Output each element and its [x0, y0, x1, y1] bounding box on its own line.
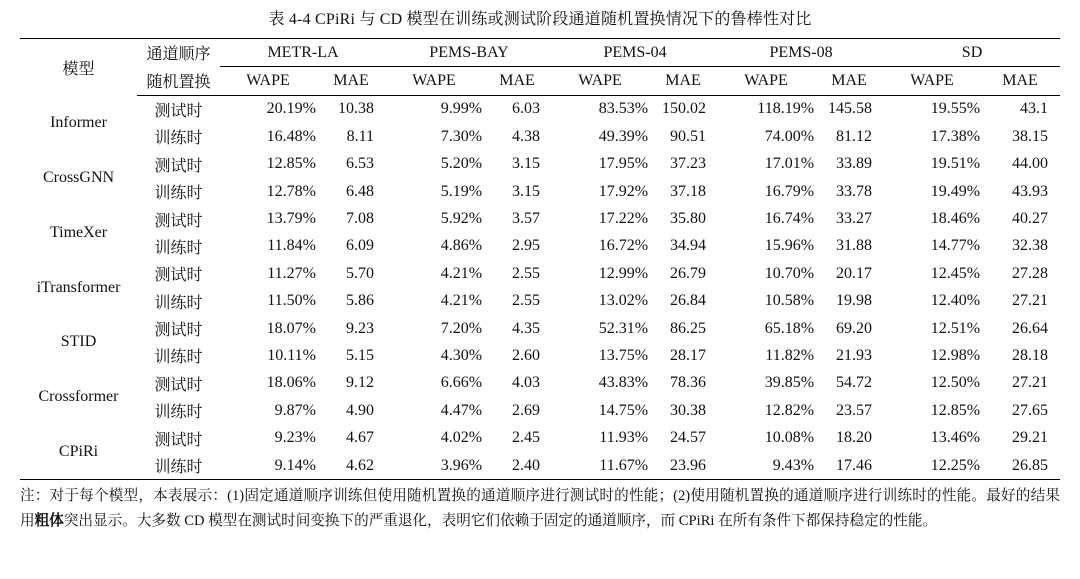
mae-value-cell: 44.00 [1012, 155, 1049, 173]
wape-value-cell: 13.46% [930, 429, 981, 447]
mae-value-cell: 34.94 [670, 237, 707, 255]
phase-cell: 训练时 [137, 452, 220, 480]
wape-value-cell: 12.50% [930, 374, 981, 392]
mae-value-cell: 90.51 [670, 127, 707, 145]
wape-value-cell: 12.98% [930, 346, 981, 364]
wape-value-cell: 12.85% [930, 401, 981, 419]
table-row [20, 424, 1060, 451]
mae-value-cell: 43.1 [1020, 100, 1049, 118]
table-row [20, 260, 1060, 287]
table-row [20, 342, 1060, 369]
wape-value-cell: 12.99% [598, 264, 649, 282]
header-row-datasets [20, 39, 1060, 67]
mae-value-cell: 21.93 [836, 346, 873, 364]
mae-value-cell: 40.27 [1012, 210, 1049, 228]
wape-value-cell: 9.14% [220, 452, 316, 480]
mae-value-cell: 27.21 [1012, 374, 1049, 392]
mae-value-cell: 6.03 [512, 100, 541, 118]
wape-value-cell: 11.67% [552, 452, 648, 480]
mae-value-cell: 5.15 [346, 346, 375, 364]
mae-value-cell: 32.38 [1012, 237, 1049, 255]
wape-value-cell: 12.25% [884, 452, 980, 480]
metric-header-mae: MAE [648, 67, 718, 95]
wape-value-cell: 43.83% [598, 374, 649, 392]
mae-value-cell: 23.57 [836, 401, 873, 419]
wape-value-cell: 4.02% [440, 429, 483, 447]
wape-value-cell: 15.96% [764, 237, 815, 255]
table-row [20, 178, 1060, 205]
mae-value-cell: 33.89 [836, 155, 873, 173]
phase-cell: 测试时 [154, 267, 203, 285]
wape-value-cell: 83.53% [598, 100, 649, 118]
metric-header-wape: WAPE [552, 67, 648, 95]
mae-value-cell: 4.38 [512, 127, 541, 145]
wape-value-cell: 5.19% [440, 182, 483, 200]
note-text-part2: 突出显示。大多数 CD 模型在测试时间变换下的严重退化，表明它们依赖于固定的通道顺序，而 CPiRi 在所有条件下都保持稳定的性能。 [63, 513, 938, 529]
table-row [20, 95, 1060, 123]
wape-value-cell: 17.95% [598, 155, 649, 173]
dataset-header-pems-08: PEMS-08 [718, 39, 884, 67]
wape-value-cell: 12.51% [930, 319, 981, 337]
mae-value-cell: 8.11 [346, 127, 375, 145]
wape-value-cell: 18.06% [266, 374, 316, 392]
wape-value-cell: 12.45% [930, 264, 981, 282]
mae-value-cell: 7.08 [346, 210, 375, 228]
table-row [20, 233, 1060, 260]
model-name-cell: CPiRi [20, 424, 137, 479]
metric-header-wape: WAPE [220, 67, 316, 95]
wape-value-cell: 16.74% [764, 210, 815, 228]
mae-value-cell: 35.80 [670, 210, 707, 228]
mae-value-cell: 9.23 [346, 319, 375, 337]
table-body [20, 95, 1060, 479]
phase-cell: 训练时 [154, 404, 203, 422]
wape-value-cell: 18.07% [266, 319, 316, 337]
table-header [20, 39, 1060, 96]
mae-value-cell: 26.85 [980, 452, 1060, 480]
wape-value-cell: 9.99% [440, 100, 483, 118]
mae-value-cell: 69.20 [836, 319, 873, 337]
wape-value-cell: 10.08% [764, 429, 815, 447]
wape-value-cell: 4.21% [440, 264, 483, 282]
mae-value-cell: 38.15 [1012, 127, 1049, 145]
table-row [20, 151, 1060, 178]
wape-value-cell: 12.40% [930, 292, 981, 310]
wape-value-cell: 12.82% [764, 401, 815, 419]
wape-value-cell: 14.77% [930, 237, 981, 255]
table-row [20, 370, 1060, 397]
wape-value-cell: 9.43% [718, 452, 814, 480]
wape-value-cell: 39.85% [764, 374, 815, 392]
wape-value-cell: 7.30% [440, 127, 483, 145]
mae-value-cell: 43.93 [1012, 182, 1049, 200]
mae-value-cell: 37.18 [670, 182, 707, 200]
wape-value-cell: 11.27% [267, 264, 316, 282]
mae-value-cell: 3.15 [512, 155, 541, 173]
mae-value-cell: 33.78 [836, 182, 873, 200]
model-name-cell: iTransformer [36, 278, 121, 296]
wape-value-cell: 3.96% [386, 452, 482, 480]
wape-value-cell: 16.79% [764, 182, 815, 200]
mae-value-cell: 2.69 [512, 401, 541, 419]
wape-value-cell: 20.19% [266, 100, 316, 118]
mae-value-cell: 33.27 [836, 210, 873, 228]
mae-value-cell: 26.79 [670, 264, 707, 282]
wape-value-cell: 11.82% [765, 346, 815, 364]
mae-value-cell: 2.55 [512, 264, 541, 282]
metric-header-wape: WAPE [884, 67, 980, 95]
metric-header-wape: WAPE [718, 67, 814, 95]
mae-value-cell: 10.38 [338, 100, 375, 118]
mae-value-cell: 3.15 [512, 182, 541, 200]
phase-cell: 测试时 [154, 322, 203, 340]
phase-cell: 训练时 [154, 349, 203, 367]
wape-value-cell: 4.86% [440, 237, 483, 255]
table-row [20, 397, 1060, 424]
wape-value-cell: 118.19% [757, 100, 815, 118]
dataset-header-sd: SD [884, 39, 1060, 67]
wape-value-cell: 10.11% [267, 346, 316, 364]
wape-value-cell: 9.87% [274, 401, 316, 419]
mae-value-cell: 2.45 [512, 429, 541, 447]
table-row [20, 288, 1060, 315]
mae-value-cell: 6.53 [346, 155, 375, 173]
mae-value-cell: 4.35 [512, 319, 541, 337]
wape-value-cell: 74.00% [764, 127, 815, 145]
note-bold-word: 粗体 [34, 513, 64, 529]
mae-value-cell: 2.60 [512, 346, 541, 364]
mae-value-cell: 24.57 [670, 429, 707, 447]
mae-value-cell: 54.72 [836, 374, 873, 392]
wape-value-cell: 65.18% [764, 319, 815, 337]
dataset-header-metr-la: METR-LA [220, 39, 386, 67]
mae-value-cell: 5.86 [346, 292, 375, 310]
order-header-line1: 通道顺序 [137, 39, 220, 67]
wape-value-cell: 10.58% [764, 292, 815, 310]
mae-value-cell: 5.70 [346, 264, 375, 282]
mae-value-cell: 27.21 [1012, 292, 1049, 310]
mae-value-cell: 81.12 [836, 127, 873, 145]
wape-value-cell: 4.21% [440, 292, 483, 310]
robustness-table [20, 38, 1060, 480]
phase-cell: 训练时 [154, 185, 203, 203]
table-row [20, 205, 1060, 232]
wape-value-cell: 13.02% [598, 292, 649, 310]
mae-value-cell: 2.40 [482, 452, 552, 480]
metric-header-mae: MAE [980, 67, 1060, 95]
wape-value-cell: 4.47% [440, 401, 483, 419]
wape-value-cell: 17.92% [598, 182, 649, 200]
model-name-cell: Informer [50, 113, 107, 131]
table-row [20, 315, 1060, 342]
wape-value-cell: 12.85% [266, 155, 316, 173]
model-name-cell: TimeXer [49, 223, 108, 241]
model-name-cell: STID [60, 333, 97, 351]
wape-value-cell: 9.23% [274, 429, 316, 447]
wape-value-cell: 18.46% [930, 210, 981, 228]
mae-value-cell: 4.03 [512, 374, 541, 392]
mae-value-cell: 19.98 [836, 292, 873, 310]
wape-value-cell: 16.48% [266, 127, 316, 145]
mae-value-cell: 29.21 [1012, 429, 1049, 447]
wape-value-cell: 12.78% [266, 182, 316, 200]
order-header-line2: 随机置换 [137, 67, 220, 95]
phase-cell: 训练时 [154, 239, 203, 257]
note-text-part1: 注：对于每个模型，本表展示：(1)固定通道顺序训练但使用随机置换的通道顺序进行测试时的性能；(2)使用随机置换的通道顺序进行训练时的性能。最好的结果用 [20, 488, 1060, 529]
mae-value-cell: 78.36 [670, 374, 707, 392]
wape-value-cell: 14.75% [598, 401, 649, 419]
mae-value-cell: 28.18 [1012, 346, 1049, 364]
wape-value-cell: 5.20% [440, 155, 483, 173]
wape-value-cell: 6.66% [440, 374, 483, 392]
wape-value-cell: 19.51% [930, 155, 981, 173]
wape-value-cell: 11.84% [267, 237, 316, 255]
wape-value-cell: 17.22% [598, 210, 649, 228]
phase-cell: 训练时 [154, 294, 203, 312]
mae-value-cell: 4.90 [346, 401, 375, 419]
mae-value-cell: 30.38 [670, 401, 707, 419]
phase-cell: 测试时 [154, 157, 203, 175]
wape-value-cell: 17.38% [930, 127, 981, 145]
model-name-cell: CrossGNN [42, 168, 115, 186]
metric-header-mae: MAE [814, 67, 884, 95]
mae-value-cell: 145.58 [828, 100, 873, 118]
wape-value-cell: 13.79% [266, 210, 316, 228]
mae-value-cell: 150.02 [662, 100, 707, 118]
model-name-cell: Crossformer [38, 388, 119, 406]
wape-value-cell: 52.31% [598, 319, 649, 337]
phase-cell: 测试时 [154, 102, 203, 120]
mae-value-cell: 23.96 [648, 452, 718, 480]
wape-value-cell: 10.70% [764, 264, 815, 282]
mae-value-cell: 4.62 [316, 452, 386, 480]
mae-value-cell: 26.84 [670, 292, 707, 310]
table-row [20, 452, 1060, 480]
mae-value-cell: 9.12 [346, 374, 375, 392]
mae-value-cell: 20.17 [836, 264, 873, 282]
mae-value-cell: 27.65 [1012, 401, 1049, 419]
mae-value-cell: 86.25 [670, 319, 707, 337]
mae-value-cell: 3.57 [512, 210, 541, 228]
phase-cell: 测试时 [154, 212, 203, 230]
mae-value-cell: 17.46 [814, 452, 884, 480]
mae-value-cell: 28.17 [670, 346, 707, 364]
mae-value-cell: 2.55 [512, 292, 541, 310]
wape-value-cell: 13.75% [598, 346, 649, 364]
mae-value-cell: 2.95 [512, 237, 541, 255]
metric-header-mae: MAE [316, 67, 386, 95]
phase-cell: 测试时 [154, 376, 203, 394]
wape-value-cell: 19.55% [930, 100, 981, 118]
table-caption: 表 4-4 CPiRi 与 CD 模型在训练或测试阶段通道随机置换情况下的鲁棒性对比 [268, 11, 812, 28]
metric-header-wape: WAPE [386, 67, 482, 95]
wape-value-cell: 5.92% [440, 210, 483, 228]
mae-value-cell: 4.67 [346, 429, 375, 447]
mae-value-cell: 18.20 [836, 429, 873, 447]
table-note [20, 484, 1060, 534]
metric-header-mae: MAE [482, 67, 552, 95]
wape-value-cell: 4.30% [440, 346, 483, 364]
wape-value-cell: 19.49% [930, 182, 981, 200]
header-row-metrics [20, 67, 1060, 95]
dataset-header-pems-04: PEMS-04 [552, 39, 718, 67]
dataset-header-pems-bay: PEMS-BAY [386, 39, 552, 67]
wape-value-cell: 49.39% [598, 127, 649, 145]
phase-cell: 训练时 [154, 130, 203, 148]
wape-value-cell: 11.50% [267, 292, 316, 310]
mae-value-cell: 26.64 [1012, 319, 1049, 337]
model-column-header: 模型 [20, 39, 137, 96]
phase-cell: 测试时 [154, 431, 203, 449]
mae-value-cell: 6.09 [346, 237, 375, 255]
mae-value-cell: 37.23 [670, 155, 707, 173]
wape-value-cell: 16.72% [598, 237, 649, 255]
wape-value-cell: 7.20% [440, 319, 483, 337]
mae-value-cell: 31.88 [836, 237, 873, 255]
mae-value-cell: 6.48 [346, 182, 375, 200]
mae-value-cell: 27.28 [1012, 264, 1049, 282]
wape-value-cell: 11.93% [599, 429, 649, 447]
wape-value-cell: 17.01% [764, 155, 815, 173]
table-row [20, 123, 1060, 150]
